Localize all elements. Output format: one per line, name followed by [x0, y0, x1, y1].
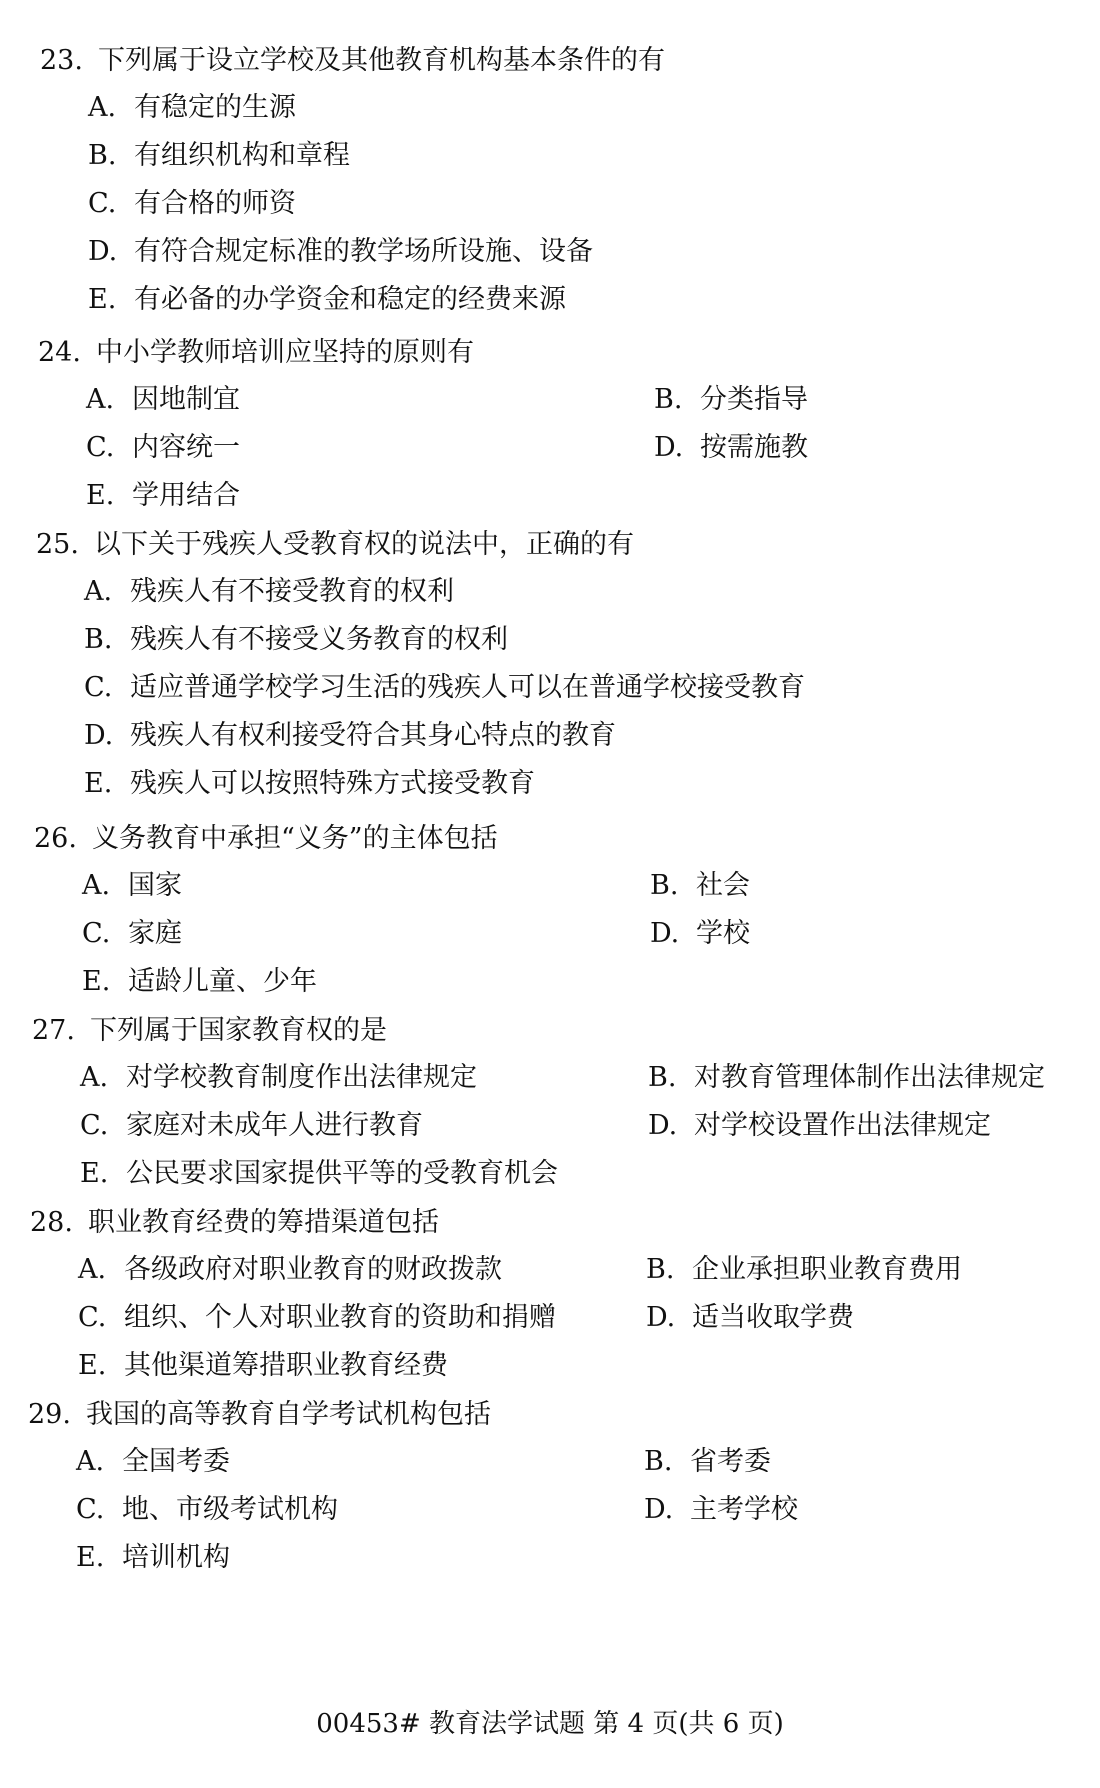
- option-letter: B.: [654, 384, 683, 415]
- option-letter: E.: [76, 1542, 105, 1573]
- option-letter: A.: [82, 870, 111, 901]
- option-a: [76, 1438, 230, 1486]
- question-stem: [40, 38, 1100, 84]
- option-text: 适龄儿童、少年: [128, 966, 317, 997]
- option-letter: A.: [76, 1446, 105, 1477]
- option-a: [88, 84, 296, 132]
- option-d: [84, 712, 616, 760]
- option-text: 残疾人有权利接受符合其身心特点的教育: [130, 720, 616, 751]
- question-number: 23.: [40, 45, 83, 76]
- option-c: [86, 424, 240, 472]
- option-text: 家庭对未成年人进行教育: [126, 1110, 423, 1141]
- question-24: [38, 330, 1100, 520]
- question-number: 28.: [30, 1207, 73, 1238]
- option-text: 对学校设置作出法律规定: [694, 1110, 991, 1141]
- option-text: 对教育管理体制作出法律规定: [694, 1062, 1045, 1093]
- option-row: [36, 568, 1100, 616]
- option-text: 残疾人有不接受教育的权利: [130, 576, 454, 607]
- option-c: [80, 1102, 423, 1150]
- option-letter: D.: [644, 1494, 674, 1525]
- option-b: [646, 1246, 962, 1294]
- option-b: [650, 862, 750, 910]
- option-text: 因地制宜: [132, 384, 240, 415]
- option-text: 有必备的办学资金和稳定的经费来源: [134, 284, 566, 315]
- question-26: [34, 816, 1100, 1006]
- option-text: 有符合规定标准的教学场所设施、设备: [134, 236, 593, 267]
- question-number: 26.: [34, 823, 77, 854]
- option-letter: C.: [88, 188, 117, 219]
- option-letter: C.: [86, 432, 115, 463]
- option-row: [40, 180, 1100, 228]
- option-letter: A.: [88, 92, 117, 123]
- option-d: [644, 1486, 798, 1534]
- option-text: 适当收取学费: [692, 1302, 854, 1333]
- option-row: [36, 664, 1100, 712]
- option-text: 各级政府对职业教育的财政拨款: [124, 1254, 502, 1285]
- option-letter: E.: [82, 966, 111, 997]
- option-text: 家庭: [128, 918, 182, 949]
- question-stem: [30, 1200, 1100, 1246]
- option-d: [648, 1102, 991, 1150]
- option-row: [40, 228, 1100, 276]
- option-row: [38, 376, 1100, 424]
- option-letter: B.: [646, 1254, 675, 1285]
- option-letter: E.: [80, 1158, 109, 1189]
- option-row: [36, 616, 1100, 664]
- option-row: [30, 1246, 1100, 1294]
- option-e: [76, 1534, 230, 1582]
- option-text: 残疾人可以按照特殊方式接受教育: [130, 768, 535, 799]
- option-text: 学校: [696, 918, 750, 949]
- option-letter: C.: [76, 1494, 105, 1525]
- option-a: [80, 1054, 477, 1102]
- question-text: 下列属于国家教育权的是: [90, 1015, 387, 1046]
- option-d: [88, 228, 593, 276]
- question-stem: [38, 330, 1100, 376]
- question-number: 25.: [36, 529, 79, 560]
- option-text: 其他渠道筹措职业教育经费: [124, 1350, 448, 1381]
- option-letter: B.: [650, 870, 679, 901]
- option-row: [34, 958, 1100, 1006]
- question-text: 中小学教师培训应坚持的原则有: [96, 337, 474, 368]
- option-text: 残疾人有不接受义务教育的权利: [130, 624, 508, 655]
- option-e: [78, 1342, 448, 1390]
- question-23: [40, 38, 1100, 324]
- option-text: 地、市级考试机构: [122, 1494, 338, 1525]
- option-c: [76, 1486, 338, 1534]
- option-row: [36, 760, 1100, 808]
- option-row: [32, 1150, 1100, 1198]
- option-row: [38, 424, 1100, 472]
- option-text: 按需施教: [700, 432, 808, 463]
- option-a: [78, 1246, 502, 1294]
- question-text: 下列属于设立学校及其他教育机构基本条件的有: [98, 45, 665, 76]
- option-row: [40, 132, 1100, 180]
- option-e: [84, 760, 535, 808]
- option-e: [82, 958, 317, 1006]
- option-letter: E.: [78, 1350, 107, 1381]
- question-stem: [34, 816, 1100, 862]
- question-text: 以下关于残疾人受教育权的说法中，正确的有: [94, 529, 634, 560]
- option-e: [80, 1150, 558, 1198]
- option-text: 学用结合: [132, 480, 240, 511]
- option-row: [32, 1102, 1100, 1150]
- option-row: [34, 910, 1100, 958]
- option-letter: E.: [88, 284, 117, 315]
- option-c: [78, 1294, 556, 1342]
- option-letter: D.: [84, 720, 114, 751]
- option-letter: D.: [646, 1302, 676, 1333]
- option-text: 内容统一: [132, 432, 240, 463]
- option-row: [40, 276, 1100, 324]
- question-stem: [36, 522, 1100, 568]
- option-letter: A.: [86, 384, 115, 415]
- option-b: [88, 132, 350, 180]
- option-text: 适应普通学校学习生活的残疾人可以在普通学校接受教育: [130, 672, 805, 703]
- option-letter: A.: [84, 576, 113, 607]
- question-stem: [32, 1008, 1100, 1054]
- option-b: [648, 1054, 1045, 1102]
- option-row: [36, 712, 1100, 760]
- option-letter: B.: [88, 140, 117, 171]
- question-27: [32, 1008, 1100, 1198]
- option-a: [82, 862, 182, 910]
- question-number: 24.: [38, 337, 81, 368]
- option-letter: E.: [86, 480, 115, 511]
- question-25: [36, 522, 1100, 808]
- option-b: [644, 1438, 771, 1486]
- option-letter: E.: [84, 768, 113, 799]
- option-text: 对学校教育制度作出法律规定: [126, 1062, 477, 1093]
- option-row: [30, 1342, 1100, 1390]
- option-letter: B.: [644, 1446, 673, 1477]
- option-text: 分类指导: [700, 384, 808, 415]
- question-29: [28, 1392, 1100, 1582]
- option-letter: D.: [654, 432, 684, 463]
- option-d: [646, 1294, 854, 1342]
- option-text: 培训机构: [122, 1542, 230, 1573]
- option-d: [654, 424, 808, 472]
- option-row: [28, 1534, 1100, 1582]
- option-letter: C.: [84, 672, 113, 703]
- option-row: [34, 862, 1100, 910]
- option-text: 有合格的师资: [134, 188, 296, 219]
- option-text: 全国考委: [122, 1446, 230, 1477]
- option-letter: A.: [80, 1062, 109, 1093]
- question-number: 29.: [28, 1399, 71, 1430]
- option-letter: C.: [78, 1302, 107, 1333]
- option-letter: C.: [80, 1110, 109, 1141]
- option-letter: A.: [78, 1254, 107, 1285]
- option-text: 公民要求国家提供平等的受教育机会: [126, 1158, 558, 1189]
- option-text: 主考学校: [690, 1494, 798, 1525]
- option-letter: D.: [650, 918, 680, 949]
- option-row: [32, 1054, 1100, 1102]
- option-letter: D.: [648, 1110, 678, 1141]
- option-letter: B.: [84, 624, 113, 655]
- question-28: [30, 1200, 1100, 1390]
- option-text: 有组织机构和章程: [134, 140, 350, 171]
- option-c: [82, 910, 182, 958]
- option-e: [88, 276, 566, 324]
- option-letter: B.: [648, 1062, 677, 1093]
- option-e: [86, 472, 240, 520]
- question-text: 我国的高等教育自学考试机构包括: [86, 1399, 491, 1430]
- option-row: [28, 1486, 1100, 1534]
- question-text: 职业教育经费的筹措渠道包括: [88, 1207, 439, 1238]
- option-letter: C.: [82, 918, 111, 949]
- option-d: [650, 910, 750, 958]
- option-text: 国家: [128, 870, 182, 901]
- option-row: [40, 84, 1100, 132]
- option-b: [654, 376, 808, 424]
- option-row: [30, 1294, 1100, 1342]
- page-footer: 00453# 教育法学试题 第 4 页(共 6 页): [316, 1709, 784, 1739]
- option-text: 企业承担职业教育费用: [692, 1254, 962, 1285]
- option-a: [86, 376, 240, 424]
- option-a: [84, 568, 454, 616]
- option-text: 社会: [696, 870, 750, 901]
- option-b: [84, 616, 508, 664]
- option-row: [38, 472, 1100, 520]
- option-c: [88, 180, 296, 228]
- question-stem: [28, 1392, 1100, 1438]
- question-number: 27.: [32, 1015, 75, 1046]
- option-c: [84, 664, 805, 712]
- option-text: 省考委: [690, 1446, 771, 1477]
- option-text: 组织、个人对职业教育的资助和捐赠: [124, 1302, 556, 1333]
- option-letter: D.: [88, 236, 118, 267]
- option-text: 有稳定的生源: [134, 92, 296, 123]
- option-row: [28, 1438, 1100, 1486]
- question-text: 义务教育中承担“义务”的主体包括: [92, 823, 498, 854]
